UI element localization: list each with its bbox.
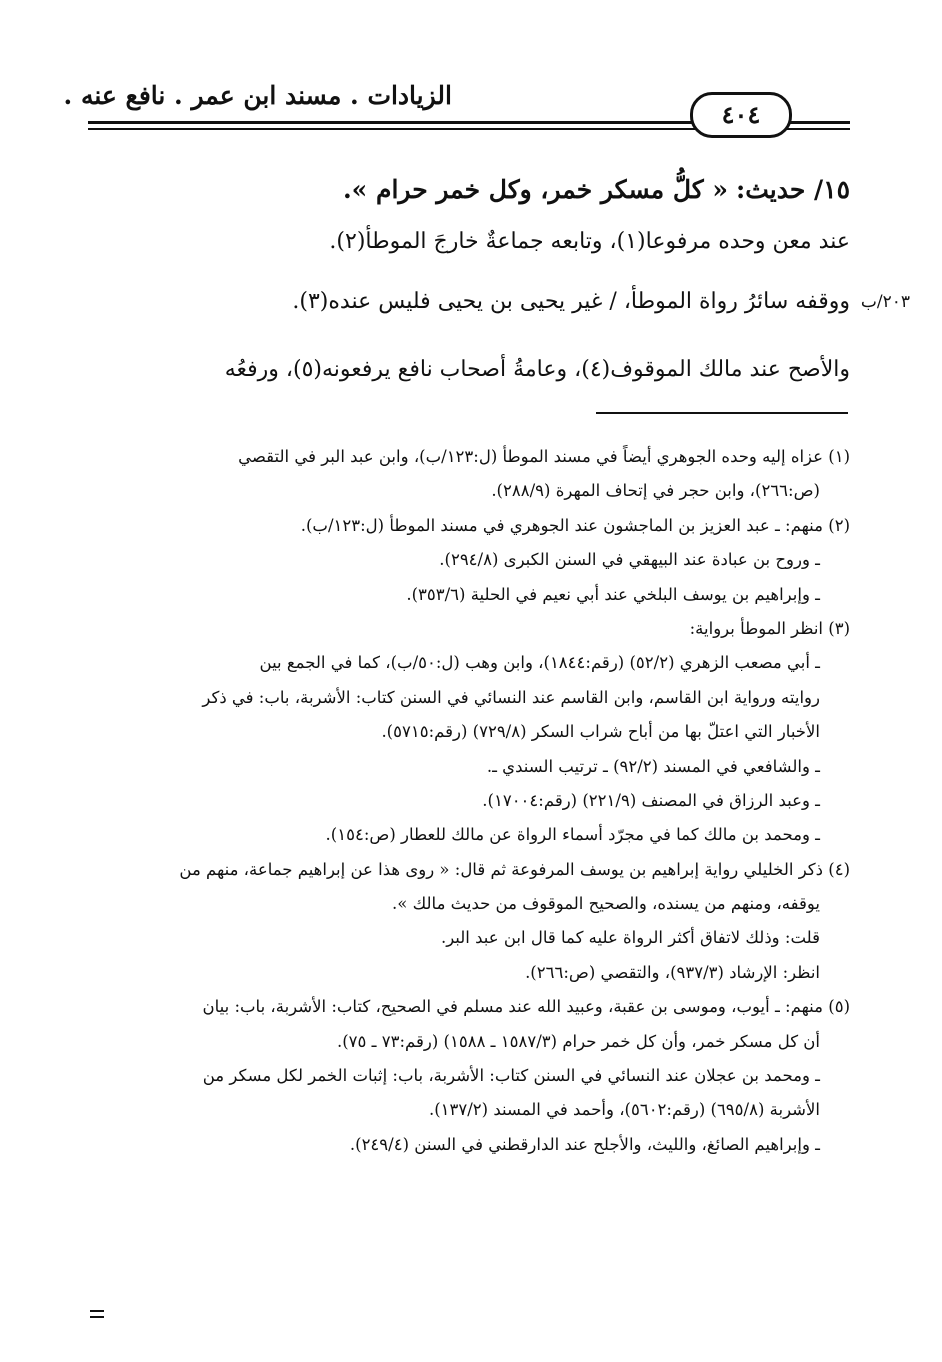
footnote-line: قلت: وذلك لاتفاق أكثر الرواة عليه كما قال ابن عبد البر. (440, 928, 820, 948)
footnotes (90, 440, 850, 1162)
hadith-heading-line (90, 160, 850, 220)
page-number: ٤٠٤ (690, 92, 792, 138)
footnote-line: ـ والشافعي في المسند (٩٢/٢) ـ ترتيب السندي ـ. (486, 756, 820, 776)
footnote-line: أن كل مسكر خمر، وأن كل خمر حرام (١٥٨٧/٣ ـ ١٥٨٨) (رقم:٧٣ ـ ٧٥). (336, 1031, 820, 1051)
footnote-line: ـ وإبراهيم بن يوسف البلخي عند أبي نعيم في الحلية (٣٥٣/٦). (406, 584, 820, 604)
body-line: عند معن وحده مرفوعا(١)، وتابعه جماعةٌ خارجَ الموطأ(٢). (329, 229, 850, 254)
manuscript-folio-note: ٢٠٣/ب (860, 292, 910, 312)
footnote-line: ـ ومحمد بن مالك كما في مجرّد أسماء الرواة عن مالك للعطار (ص:١٥٤). (325, 825, 820, 845)
footnote-line: (٣) انظر الموطأ برواية: (689, 618, 850, 638)
footnote-line: روايته ورواية ابن القاسم، وابن القاسم عند النسائي في السنن كتاب: الأشربة، باب: في ذكر (202, 687, 820, 707)
footnote-line: انظر: الإرشاد (٩٣٧/٣)، والتقصي (ص:٢٦٦). (525, 962, 820, 982)
footnote-line: ـ ومحمد بن عجلان عند النسائي في السنن كتاب: الأشربة، باب: إثبات الخمر لكل مسكر من (202, 1066, 820, 1086)
footnote-line: ـ أبي مصعب الزهري (٥٢/٢) (رقم:١٨٤٤)، وابن وهب (ل:٥٠/ب)، كما في الجمع بين (259, 653, 820, 673)
hadith-label: ١٥/ حديث: (735, 175, 850, 204)
footnote-line: (٢) منهم: ـ عبد العزيز بن الماجشون عند الجوهري في مسند الموطأ (ل:١٢٣/ب). (300, 515, 850, 535)
footnote-line: الأخبار التي اعتلّ بها من أباح شراب السكر (٧٢٩/٨) (رقم:٥٧١٥). (381, 722, 820, 742)
footnote-line: ـ وروح بن عبادة عند البيهقي في السنن الكبرى (٢٩٤/٨). (439, 550, 820, 570)
footnote-line: (١) عزاه إليه وحده الجوهري أيضاً في مسند الموطأ (ل:١٢٣/ب)، وابن عبد البر في التقصي (238, 447, 850, 466)
footnote-line: (٥) منهم: ـ أيوب، وموسى بن عقبة، وعبيد الله عند مسلم في الصحيح، كتاب: الأشربة، باب: بيان (202, 997, 850, 1017)
equals-mark-icon (90, 1310, 104, 1322)
footnote-line: (٤) ذكر الخليلي رواية إبراهيم بن يوسف المرفوعة ثم قال: « روى هذا عن إبراهيم جماعة، منهم من (179, 859, 850, 879)
body-line: والأصح عند مالك الموقوف(٤)، وعامةُ أصحاب نافع يرفعونه(٥)، ورفعُه (224, 357, 850, 382)
footnote-separator (596, 412, 848, 414)
hadith-text: « كلُّ مسكر خمر، وكل خمر حرام ». (342, 175, 729, 204)
footnote-line: (ص:٢٦٦)، وابن حجر في إتحاف المهرة (٢٨٨/٩). (491, 481, 820, 501)
footnote-line: ـ وعبد الرزاق في المصنف (٢٢١/٩) (رقم:١٧٠٠٤). (482, 790, 820, 810)
running-title: الزيادات . مسند ابن عمر . نافع عنه . (63, 81, 452, 110)
footnote-line: الأشربة (٦٩٥/٨) (رقم:٥٦٠٢)، وأحمد في المسند (١٣٧/٢). (428, 1100, 820, 1120)
footnote-line: ـ وإبراهيم الصائغ، والليث، والأجلح عند الدارقطني في السنن (٢٤٩/٤). (349, 1134, 820, 1154)
footnote-line: يوقفه، ومنهم من يسنده، والصحيح الموقوف من حديث مالك ». (392, 894, 820, 914)
body-line: ووقفه سائرُ رواة الموطأ، / غير يحيى بن يحيى فليس عنده(٣). (292, 289, 850, 314)
